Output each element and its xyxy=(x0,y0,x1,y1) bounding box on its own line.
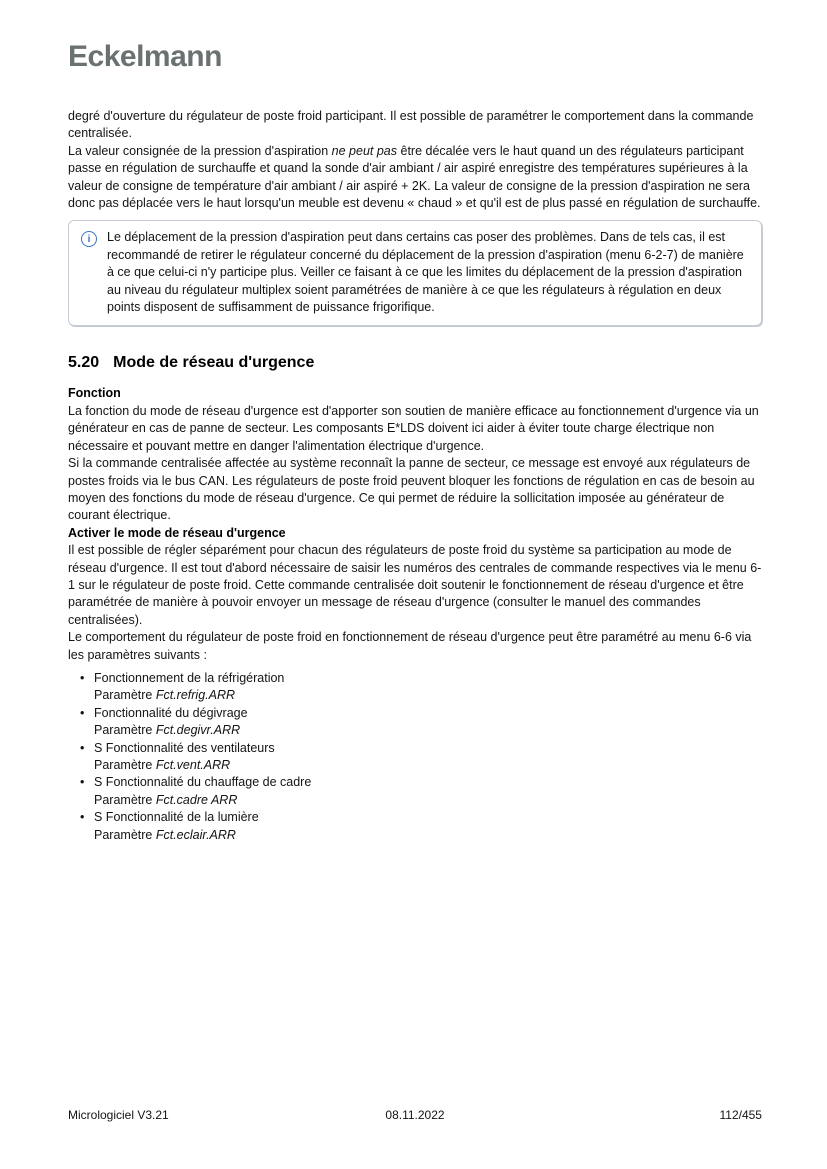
list-item-param xyxy=(94,687,762,704)
footer-page-number: 112/455 xyxy=(719,1108,762,1122)
param-prefix: Paramètre xyxy=(94,792,156,807)
paragraph-aspiration-rest: être décalée vers le haut quand un des régulateurs participant passe en régulation de surchauffe et quand la sonde d'air ambiant / air aspiré enregistre des températures supérieures à la valeur de consigne de température d'air ambiant / air aspiré + 2K. La valeur de consigne de la pression d'aspiration ne sera donc pas déplacée vers le haut lorsqu'un meuble est devenu « chaud » et qu'il est de plus passé en régulation de surchauffe. xyxy=(68,143,761,211)
list-item-label: • S Fonctionnalité des ventilateurs xyxy=(94,740,275,755)
param-prefix: Paramètre xyxy=(94,723,156,738)
param-name: Fct.cadre ARR xyxy=(155,792,238,807)
list-item-param xyxy=(94,792,762,809)
section-number: 5.20 xyxy=(68,354,100,372)
param-prefix: Paramètre xyxy=(94,688,156,703)
list-item-param xyxy=(94,757,762,774)
param-name: Fct.refrig.ARR xyxy=(155,688,236,703)
param-name: Fct.vent.ARR xyxy=(155,758,231,772)
param-list xyxy=(68,670,762,844)
param-name: Fct.degivr.ARR xyxy=(155,723,241,738)
page-footer xyxy=(68,1108,762,1122)
list-item-label: • S Fonctionnalité du chauffage de cadre xyxy=(94,775,312,790)
paragraph-aspiration xyxy=(68,143,762,213)
list-item-param xyxy=(94,722,762,739)
fonction-paragraph-1: La fonction du mode de réseau d'urgence est d'apporter son soutien de manière efficace au fonctionnement d'urgence via un générateur en cas de panne de secteur. Les composants E*LDS doivent ici aider à éviter toute charge électrique non nécessaire et pouvant mettre en danger l'alimentation électrique d'urgence. xyxy=(68,403,759,453)
paragraph-aspiration-text: La valeur consignée de la pression d'aspiration xyxy=(68,143,332,158)
paragraph-continuation: degré d'ouverture du régulateur de poste froid participant. Il est possible de paramétrer le comportement dans la commande centralisée. xyxy=(68,109,754,141)
eckelmann-logo: Eckelmann xyxy=(68,40,222,73)
subheading-fonction: Fonction xyxy=(68,386,121,401)
page-content xyxy=(68,108,762,844)
list-item xyxy=(68,740,762,775)
fonction-paragraph-2: Si la commande centralisée affectée au système reconnaît la panne de secteur, ce message est envoyé aux régulateurs de postes froids via le bus CAN. Les régulateurs de poste froid peuvent bloquer les fonctions de régulation en cas de besoin au moyen des fonctions du mode de réseau d'urgence. Ce qui permet de réduire la sollicitation imposée au générateur de courant électrique. xyxy=(68,456,755,523)
list-item-label: • Fonctionnement de la réfrigération xyxy=(94,670,285,685)
activer-paragraph-2: Le comportement du régulateur de poste froid en fonctionnement de réseau d'urgence peut être paramétré au menu 6-6 via les paramètres suivants : xyxy=(68,630,752,662)
param-prefix: Paramètre xyxy=(94,827,156,842)
info-note-text: Le déplacement de la pression d'aspiration peut dans certains cas poser des problèmes. Dans de tels cas, il est recommandé de retirer le régulateur concerné du déplacement de la pression d'aspiration (menu 6-2-7) de manière à ce que celui-ci n'y participe plus. Veiller ce faisant à ce que les limites du déplacement de la pression d'aspiration au niveau du régulateur multiplex soient paramétrées de manière à ce que les régulateurs à régulation en deux points disposent de suffisamment de puissance frigorifique. xyxy=(107,230,744,315)
subheading-activer: Activer le mode de réseau d'urgence xyxy=(68,525,286,540)
list-item xyxy=(68,705,762,740)
footer-date: 08.11.2022 xyxy=(385,1108,445,1122)
info-note-box xyxy=(68,220,762,326)
param-prefix: Paramètre xyxy=(94,758,156,772)
list-item xyxy=(68,774,762,809)
list-item xyxy=(68,809,762,844)
list-item-label: • Fonctionnalité du dégivrage xyxy=(94,705,248,720)
section-heading xyxy=(68,353,762,373)
activer-paragraph-1: Il est possible de régler séparément pour chacun des régulateurs de poste froid du système sa participation au mode de réseau d'urgence. Il est tout d'abord nécessaire de saisir les numéros des centrales de commande respectives via le menu 6-1 sur le régulateur de poste froid. Cette commande centralisée doit soutenir le fonctionnement de réseau d'urgence et être paramétrée de manière à pouvoir envoyer un message de réseau d'urgence (consulter le manuel des commandes centralisées). xyxy=(68,543,762,627)
list-item-label: • S Fonctionnalité de la lumière xyxy=(94,810,259,825)
section-title: Mode de réseau d'urgence xyxy=(113,354,315,372)
list-item xyxy=(68,670,762,705)
list-item-param xyxy=(94,827,762,844)
footer-version: Micrologiciel V3.21 xyxy=(68,1108,169,1122)
param-name: Fct.eclair.ARR xyxy=(155,827,236,842)
info-icon: i xyxy=(81,231,97,247)
emphasis-ne-peut-pas: ne peut pas xyxy=(331,143,398,158)
